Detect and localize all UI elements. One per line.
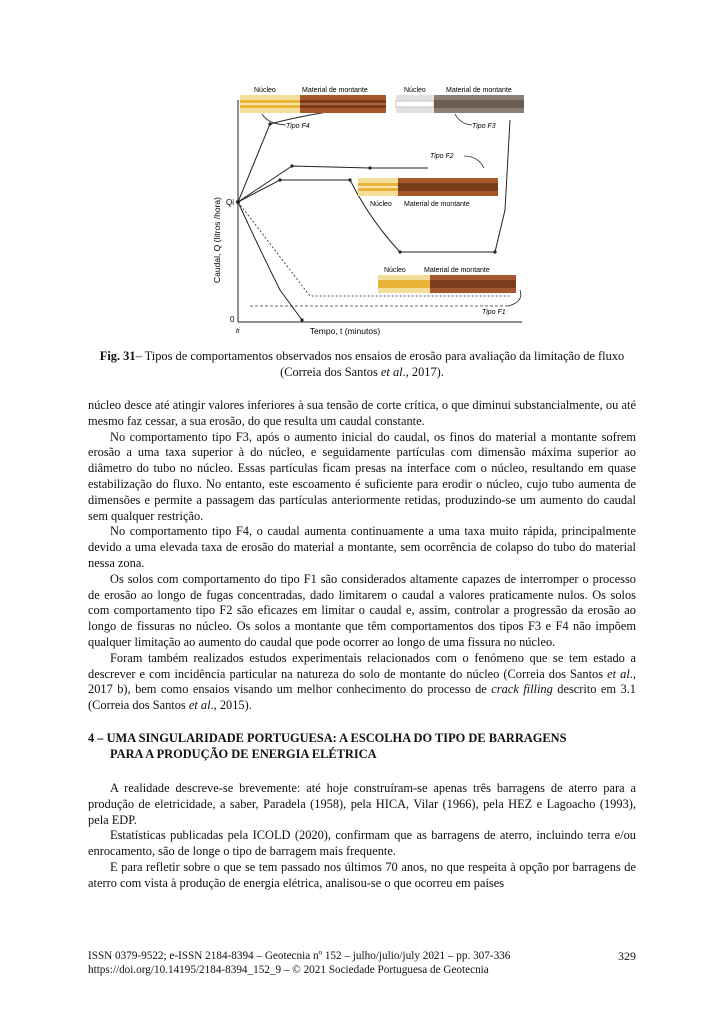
- caption-text-2: ., 2017).: [402, 365, 444, 379]
- inset-f1-tipo: Tipo F1: [482, 309, 506, 316]
- paragraph-5-d: ., 2015).: [210, 698, 252, 713]
- paragraph-5-etal-1: et al: [607, 666, 630, 681]
- paragraph-3: No comportamento tipo F4, o caudal aumenta continuamente a uma taxa muito rápida, principalmente devido a uma elevada taxa de erosão do material a montante, sem ocorrência de colapso do tubo do material nessa zona.: [88, 524, 636, 570]
- section-heading-line-2: PARA A PRODUÇÃO DE ENERGIA ELÉTRICA: [110, 747, 377, 761]
- paragraph-5-b: ., 2017 b), bem como ensaios visando um melhor conhecimento do processo de: [88, 666, 636, 697]
- paragraph-1: núcleo desce até atingir valores inferiores à sua tensão de corte crítica, o que diminui substancialmente, ou até mesmo faz cessar, a sua erosão, do que resulta um caudal constante.: [88, 398, 636, 428]
- paragraph-5: [88, 651, 636, 714]
- inset-f1-material: Material de montante: [424, 267, 490, 274]
- caption-label: Fig. 31: [99, 349, 136, 363]
- inset-f4-material: Material de montante: [302, 87, 368, 94]
- qi-label: Qi: [226, 198, 234, 207]
- x-axis-label: Tempo, t (minutos): [309, 326, 381, 336]
- inset-f3-nucleo: Núcleo: [404, 87, 426, 94]
- inset-f4-tipo: Tipo F4: [286, 123, 310, 130]
- caption-etal: et al: [380, 365, 403, 379]
- section-heading-line-1: 4 – UMA SINGULARIDADE PORTUGUESA: A ESCOLHA DO TIPO DE BARRAGENS: [88, 731, 567, 745]
- ti-label: ti: [236, 328, 240, 335]
- curve-f1: [238, 202, 302, 320]
- paragraph-2: No comportamento tipo F3, após o aumento inicial do caudal, os finos do material a montante sofrem erosão a uma taxa superior à do núcleo, e seguidamente partículas com dimensão máxima superior ao diâmetro do tubo no núcleo. Essas partículas ficam presas na interface com o núcleo, resultando em quase estabilização do fluxo. No entanto, este escoamento é suficiente para erodir o núcleo, cujo tubo aumenta de dimensões e permite a passagem das partículas anteriormente retidas, produzindo-se um aumento do caudal sem qualquer restrição.: [88, 429, 636, 523]
- figure-caption: [88, 348, 636, 380]
- page-number: 329: [618, 949, 636, 963]
- body-text: [88, 398, 636, 714]
- erosion-diagram: [210, 80, 530, 342]
- paragraph-6: A realidade descreve-se brevemente: até hoje construíram-se apenas três barragens de aterro para a produção de eletricidade, a saber, Paradela (1958), pela HICA, Vilar (1966), pela HEZ e Lagoacho (1993), pela EDP.: [88, 781, 636, 827]
- body-text-section-4: [88, 781, 636, 892]
- inset-f3-tipo: Tipo F3: [472, 123, 496, 130]
- inset-f3-material: Material de montante: [446, 87, 512, 94]
- paragraph-7: Estatísticas publicadas pela ICOLD (2020), confirmam que as barragens de aterro, incluindo terra e/ou enrocamento, são de longe o tipo de barragem mais frequente.: [88, 828, 636, 859]
- section-heading: [88, 730, 648, 762]
- footer-doi: https://doi.org/10.14195/2184-8394_152_9 – © 2021 Sociedade Portuguesa de Geotecnia: [88, 964, 489, 976]
- paragraph-5-c: descrito em 3.1 (Correia dos Santos: [88, 682, 636, 713]
- caption-text-1: – Tipos de comportamentos observados nos ensaios de erosão para avaliação da limitação de fluxo (Correia dos Santos: [135, 349, 625, 379]
- figure-erosion-behaviour: [210, 80, 530, 342]
- inset-f2: [358, 153, 498, 208]
- inset-f1: [378, 267, 521, 316]
- zero-label: 0: [230, 315, 235, 324]
- page-footer: [88, 949, 636, 977]
- inset-f4-nucleo: Núcleo: [254, 87, 276, 94]
- paragraph-5-a: Foram também realizados estudos experimentais relacionados com o fenómeno que se tem estado a descrever e com incidência particular na natureza do solo de montante do núcleo (Correia dos Santos: [88, 650, 636, 681]
- inset-f1-nucleo: Núcleo: [384, 267, 406, 274]
- inset-f2-nucleo: Núcleo: [370, 201, 392, 208]
- paragraph-5-crack-filling: crack filling: [491, 682, 553, 697]
- inset-f2-tipo: Tipo F2: [430, 153, 454, 160]
- y-axis-label: Caudal, Q (litros /hora): [212, 197, 222, 283]
- inset-f2-material: Material de montante: [404, 201, 470, 208]
- inset-f4: [240, 87, 386, 130]
- footer-issn: ISSN 0379-9522; e-ISSN 2184-8394 – Geotecnia nº 152 – julho/julio/july 2021 – pp. 307-336: [88, 950, 511, 962]
- paragraph-4: Os solos com comportamento do tipo F1 são considerados altamente capazes de interromper o processo de erosão ao longo de fugas concentradas, dado limitarem o caudal a valores praticamente nulos. Os solos com comportamento tipo F2 são eficazes em limitar o caudal e, assim, controlar a progressão da erosão ao longo de fissuras no núcleo. Os solos a montante que têm comportamentos dos tipos F3 e F4 não impõem qualquer limitação ao aumento do caudal que pode ocorrer ao longo de uma fissura no núcleo.: [88, 571, 636, 649]
- paragraph-5-etal-2: et al: [188, 698, 211, 713]
- inset-f3: [396, 87, 524, 130]
- paragraph-8: E para refletir sobre o que se tem passado nos últimos 70 anos, no que respeita à opção por barragens de aterro com vista à produção de energia elétrica, analisou-se o que ocorreu em países: [88, 859, 636, 890]
